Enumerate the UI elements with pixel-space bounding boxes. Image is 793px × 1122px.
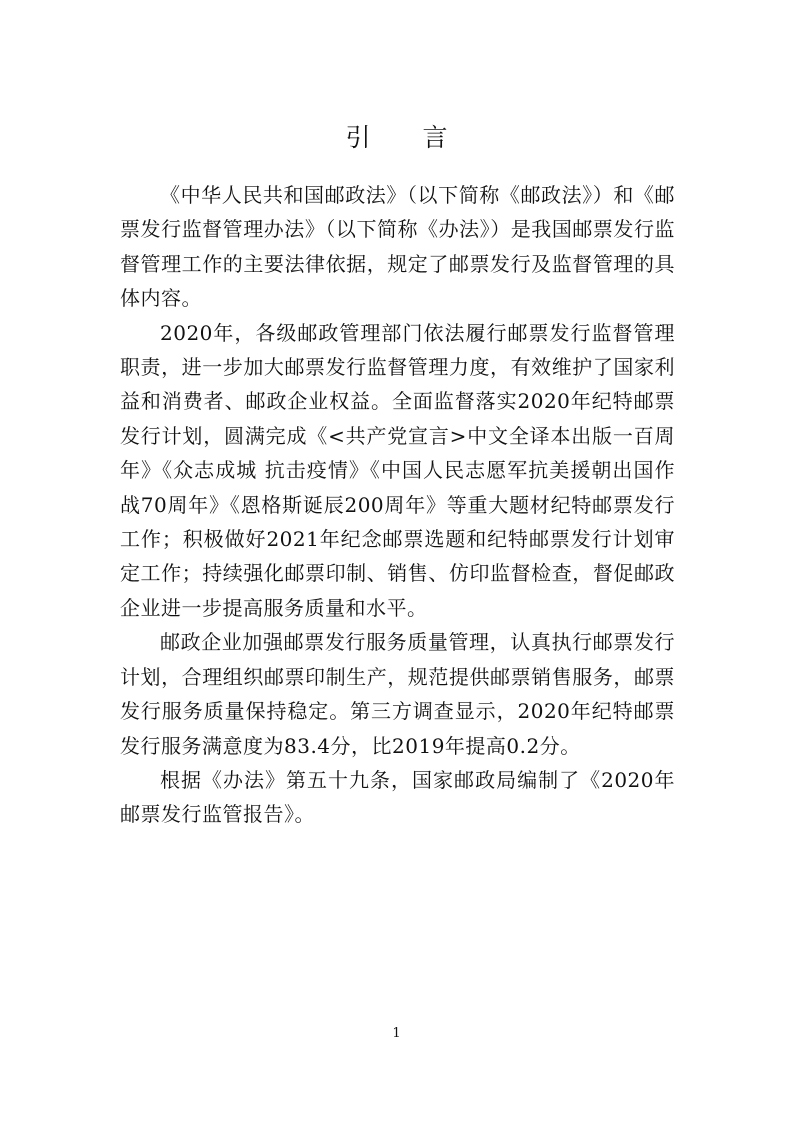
page-number: 1 <box>392 1026 401 1041</box>
page-title: 引 言 <box>345 123 470 152</box>
paragraph-service-quality: 邮政企业加强邮票发行服务质量管理，认真执行邮票发行计划，合理组织邮票印制生产，规范提供邮票销售服务，邮票发行服务质量保持稳定。第三方调查显示，2020年纪特邮票发行服务满意度为83.4分，比2019年提高0.2分。 <box>120 630 675 758</box>
paragraph-legal-basis: 《中华人民共和国邮政法》（以下简称《邮政法》）和《邮票发行监督管理办法》（以下简称《办法》）是我国邮票发行监督管理工作的主要法律依据，规定了邮票发行及监督管理的具体内容。 <box>120 183 675 311</box>
paragraph-report-basis: 根据《办法》第五十九条，国家邮政局编制了《2020年邮票发行监管报告》。 <box>120 767 675 827</box>
body-text <box>120 178 675 832</box>
paragraph-2020-supervision: 2020年，各级邮政管理部门依法履行邮票发行监督管理职责，进一步加大邮票发行监督管理力度，有效维护了国家利益和消费者、邮政企业权益。全面监督落实2020年纪特邮票发行计划，圆满完成《<共产党宣言>中文全译本出版一百周年》《众志成城 抗击疫情》《中国人民志愿军抗美援朝出国作战70周年》《恩格斯诞辰200周年》等重大题材纪特邮票发行工作；积极做好2021年纪念邮票选题和纪特邮票发行计划审定工作；持续强化邮票印制、销售、仿印监督检查，督促邮政企业进一步提高服务质量和水平。 <box>120 320 675 620</box>
